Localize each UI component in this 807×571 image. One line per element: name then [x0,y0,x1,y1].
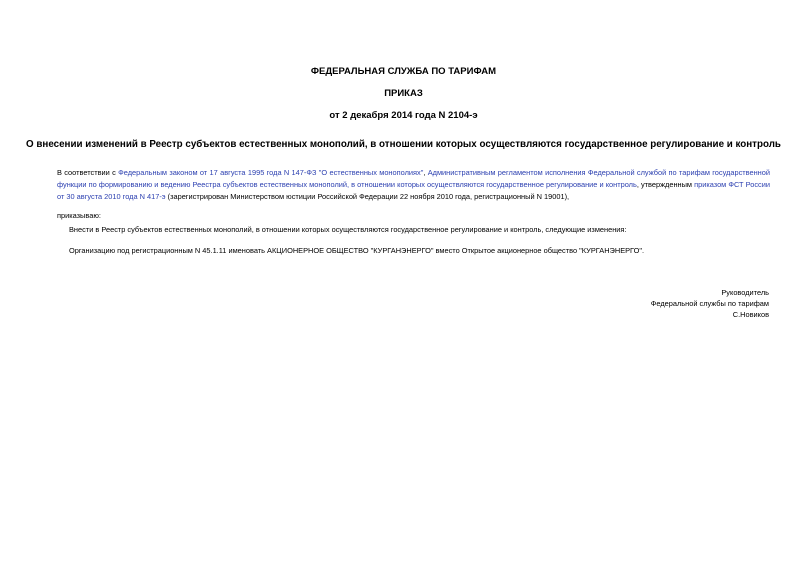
basis-text-3: , утвержденным [636,180,695,189]
signature-name: С.Новиков [732,310,769,319]
administrative-regulation-link[interactable]: Административным регламентом исполнения Федеральной службой по тарифам государственной функции по формированию и ведению Реестра субъектов естественных монополий, в отношении которых осуществляются государственное регулирование и контроль [57,168,771,189]
signature-organization: Федеральной службы по тарифам [650,299,769,308]
basis-text-1: В соответствии с [57,168,119,177]
federal-law-link[interactable]: Федеральным законом от 17 августа 1995 года N 147-ФЗ "О естественных монополиях" [118,168,424,177]
order-item-2: Организацию под регистрационным N 45.1.11 именовать АКЦИОНЕРНОЕ ОБЩЕСТВО "КУРГАНЭНЕРГО" вместо Открытое акционерное общество "КУРГАНЭНЕРГО". [69,246,645,255]
document-date-number: от 2 декабря 2014 года N 2104-э [329,110,478,121]
order-word: приказываю: [57,211,101,220]
fst-order-link[interactable]: приказом ФСТ России от 30 августа 2010 года N 417-э [57,180,770,201]
organization-heading: ФЕДЕРАЛЬНАЯ СЛУЖБА ПО ТАРИФАМ [310,66,497,77]
document-kind-heading: ПРИКАЗ [384,88,423,99]
basis-paragraph [57,167,770,203]
signature-position: Руководитель [721,288,769,297]
document-title: О внесении изменений в Реестр субъектов естественных монополий, в отношении которых осуществляются государственное регулирование и контроль [26,139,781,150]
basis-text-4: (зарегистрирован Министерством юстиции Российской Федерации 22 ноября 2010 года, регистрационный N 19001), [165,192,570,201]
basis-text-2: , [423,168,428,177]
order-item-1: Внести в Реестр субъектов естественных монополий, в отношении которых осуществляются государственное регулирование и контроль, следующие изменения: [69,225,627,234]
